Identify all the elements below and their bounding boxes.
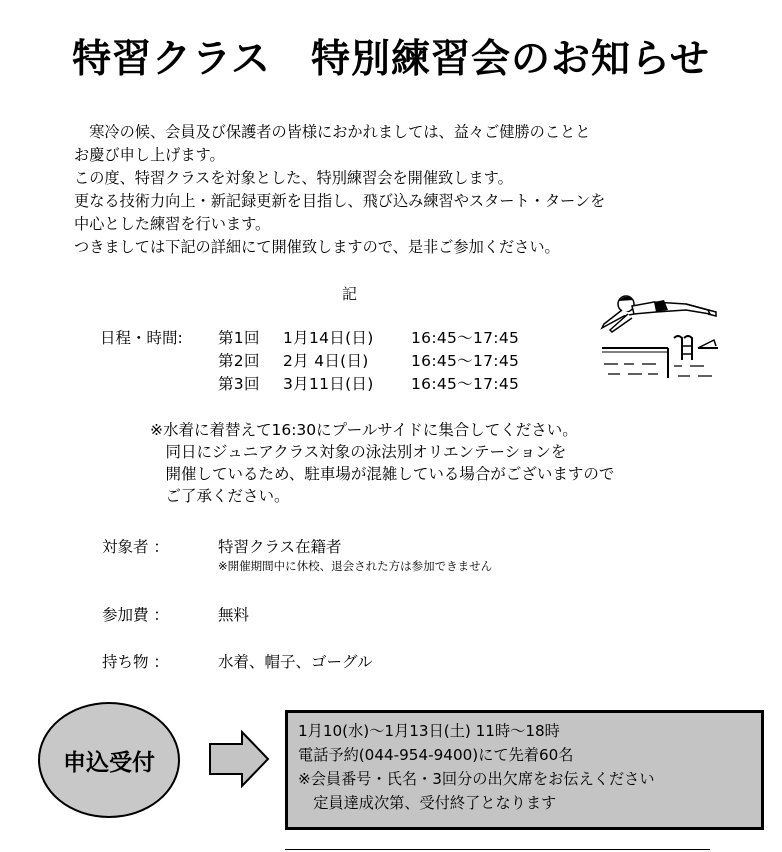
intro-line: お慶び申し上げます。 — [74, 146, 225, 164]
intro-line: 寒冷の候、会員及び保護者の皆様におかれましては、益々ご健勝のことと — [74, 123, 591, 141]
intro-line: つきましては下記の詳細にて開催致しますので、是非ご参加ください。 — [74, 238, 560, 256]
right-arrow-icon — [208, 730, 270, 788]
application-line: 1月10(水)～1月13日(土) 11時～18時 — [298, 722, 560, 740]
intro-line: この度、特習クラスを対象とした、特別練習会を開催致します。 — [74, 169, 513, 187]
items-value: 水着、帽子、ゴーグル — [218, 653, 373, 671]
schedule-date-1: 1月14日(日) — [283, 329, 374, 347]
fee-label: 参加費 ： — [102, 606, 169, 624]
schedule-label: 日程・時間: — [100, 329, 183, 347]
schedule-date-3: 3月11日(日) — [283, 375, 374, 393]
ki-heading: 記 — [342, 285, 358, 303]
schedule-num-1: 第1回 — [218, 329, 260, 347]
schedule-time-1: 16:45～17:45 — [411, 329, 520, 347]
application-line: 定員達成次第、受付終了となります — [298, 794, 557, 812]
schedule-time-2: 16:45～17:45 — [411, 352, 520, 370]
swimmer-diving-icon — [598, 290, 720, 382]
schedule-num-2: 第2回 — [218, 352, 260, 370]
notice-line: ※水着に着替えて16:30にプールサイドに集合してください。 — [150, 421, 578, 439]
items-label: 持ち物 ： — [102, 653, 169, 671]
notice-line: 同日にジュニアクラス対象の泳法別オリエンテーションを — [150, 443, 567, 461]
notice-block — [150, 419, 614, 507]
page-title: 特習クラス 特別練習会のお知らせ — [72, 37, 710, 82]
target-note: ※開催期間中に休校、退会された方は参加できません — [218, 559, 493, 573]
application-badge: 申込受付 — [38, 702, 180, 818]
intro-line: 更なる技術力向上・新記録更新を目指し、飛び込み練習やスタート・ターンを — [74, 192, 606, 210]
application-info-box — [285, 710, 764, 830]
notice-line: ご了承ください。 — [150, 487, 290, 505]
schedule-num-3: 第3回 — [218, 375, 260, 393]
notice-line: 開催しているため、駐車場が混雑している場合がございますので — [150, 465, 615, 483]
schedule-date-2: 2月 4日(日) — [283, 352, 369, 370]
application-line: ※会員番号・氏名・3回分の出欠席をお伝えください — [298, 770, 655, 788]
fee-value: 無料 — [218, 606, 250, 624]
application-line: 電話予約(044-954-9400)にて先着60名 — [298, 746, 574, 764]
target-value: 特習クラス在籍者 — [218, 538, 342, 556]
intro-paragraph — [74, 121, 605, 259]
bottom-rule — [285, 849, 710, 850]
target-label: 対象者 ： — [102, 538, 169, 556]
intro-line: 中心とした練習を行います。 — [74, 215, 271, 233]
schedule-time-3: 16:45～17:45 — [411, 375, 520, 393]
